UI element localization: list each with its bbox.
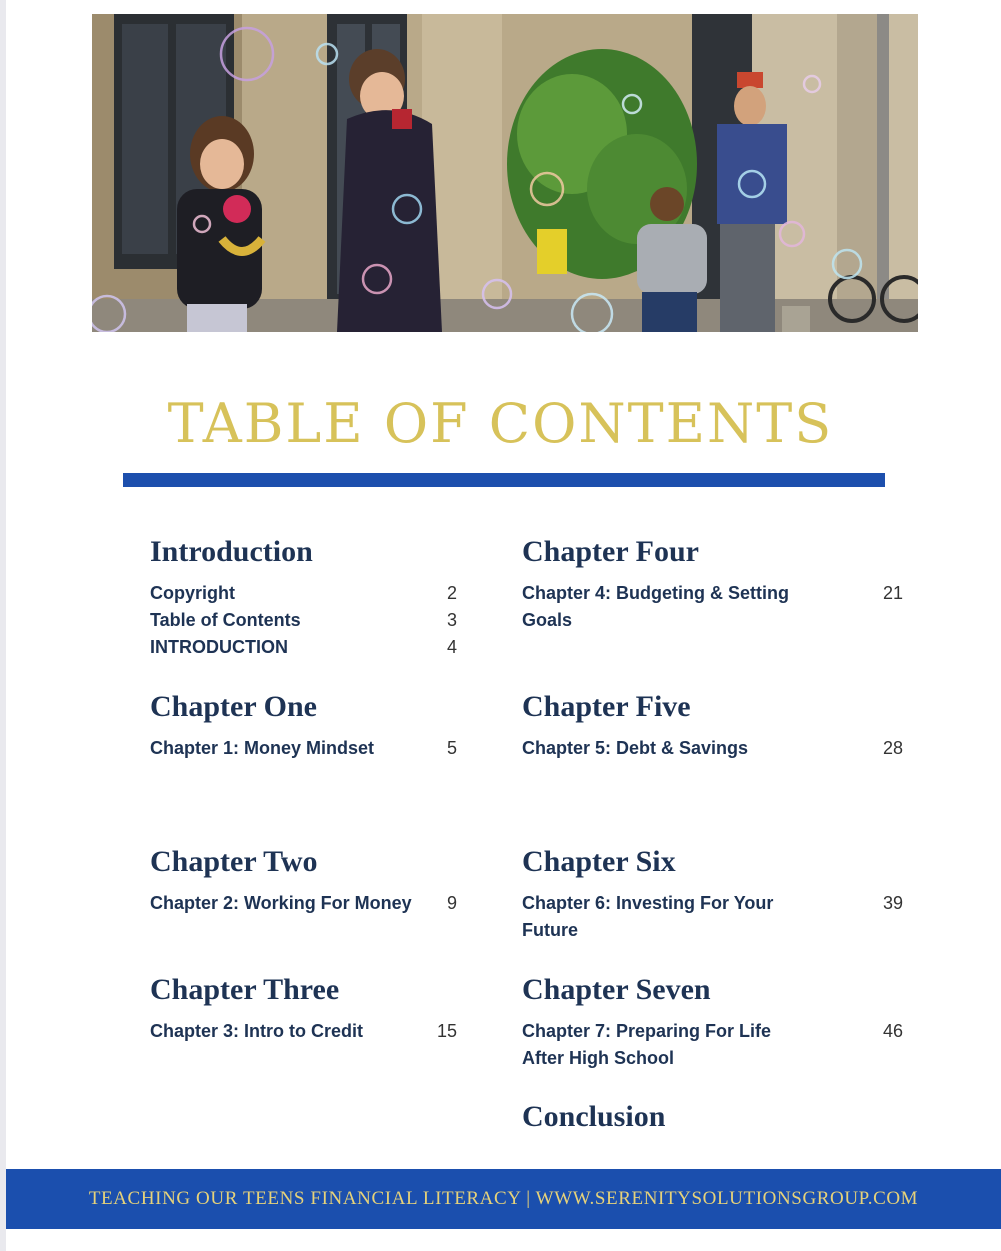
section-heading: Chapter Seven	[522, 973, 711, 1006]
section-heading: Chapter Five	[522, 690, 691, 723]
page-number: 39	[882, 893, 903, 913]
section-introduction	[150, 534, 313, 570]
page-number: 4	[446, 637, 457, 657]
footer-text: TEACHING OUR TEENS FINANCIAL LITERACY | WWW.SERENITYSOLUTIONSGROUP.COM	[88, 1188, 919, 1209]
toc-entry-chapter-7[interactable]: Chapter 7: Preparing For Life	[522, 1021, 772, 1041]
toc-entry-chapter-6-line2[interactable]: Future	[522, 920, 578, 940]
section-heading: Chapter Four	[522, 535, 699, 568]
toc-entry-chapter-4-line2[interactable]: Goals	[522, 610, 573, 630]
page-number: 2	[446, 583, 457, 603]
toc-entry-copyright[interactable]: Copyright	[150, 583, 235, 603]
section-chapter-two	[150, 844, 318, 880]
page-title: TABLE OF CONTENTS	[167, 392, 834, 455]
section-heading: Chapter Three	[150, 973, 340, 1006]
toc-entry-chapter-7-line2[interactable]: After High School	[522, 1048, 674, 1068]
page-number: 9	[446, 893, 457, 913]
page-number: 5	[446, 738, 457, 758]
section-chapter-four	[522, 534, 699, 570]
section-heading: Introduction	[150, 535, 313, 568]
section-chapter-one	[150, 689, 317, 725]
toc-entry-chapter-2[interactable]: Chapter 2: Working For Money	[150, 893, 412, 913]
section-chapter-seven	[522, 972, 711, 1008]
page-number: 21	[882, 583, 903, 603]
toc-entry-introduction[interactable]: INTRODUCTION	[150, 637, 288, 657]
toc-entry-chapter-6[interactable]: Chapter 6: Investing For Your	[522, 893, 774, 913]
page-edge	[0, 0, 6, 1251]
section-heading: Chapter Two	[150, 845, 318, 878]
page-number: 28	[882, 738, 903, 758]
section-chapter-five	[522, 689, 691, 725]
section-heading: Chapter Six	[522, 845, 676, 878]
section-heading: Conclusion	[522, 1100, 666, 1133]
toc-entry-chapter-1[interactable]: Chapter 1: Money Mindset	[150, 738, 375, 758]
page-number: 3	[446, 610, 457, 630]
page-number: 15	[436, 1021, 457, 1041]
section-conclusion	[522, 1099, 665, 1135]
toc-entry-chapter-5[interactable]: Chapter 5: Debt & Savings	[522, 738, 749, 758]
page-number: 46	[882, 1021, 903, 1041]
section-heading: Chapter One	[150, 690, 317, 723]
hero-photo	[92, 14, 918, 332]
section-chapter-three	[150, 972, 339, 1008]
footer-banner	[6, 1169, 1001, 1229]
toc-entry-table-of-contents[interactable]: Table of Contents	[150, 610, 301, 630]
section-chapter-six	[522, 844, 676, 880]
title-underline	[123, 473, 885, 487]
toc-entry-chapter-4[interactable]: Chapter 4: Budgeting & Setting	[522, 583, 789, 603]
toc-entry-chapter-3[interactable]: Chapter 3: Intro to Credit	[150, 1021, 364, 1041]
